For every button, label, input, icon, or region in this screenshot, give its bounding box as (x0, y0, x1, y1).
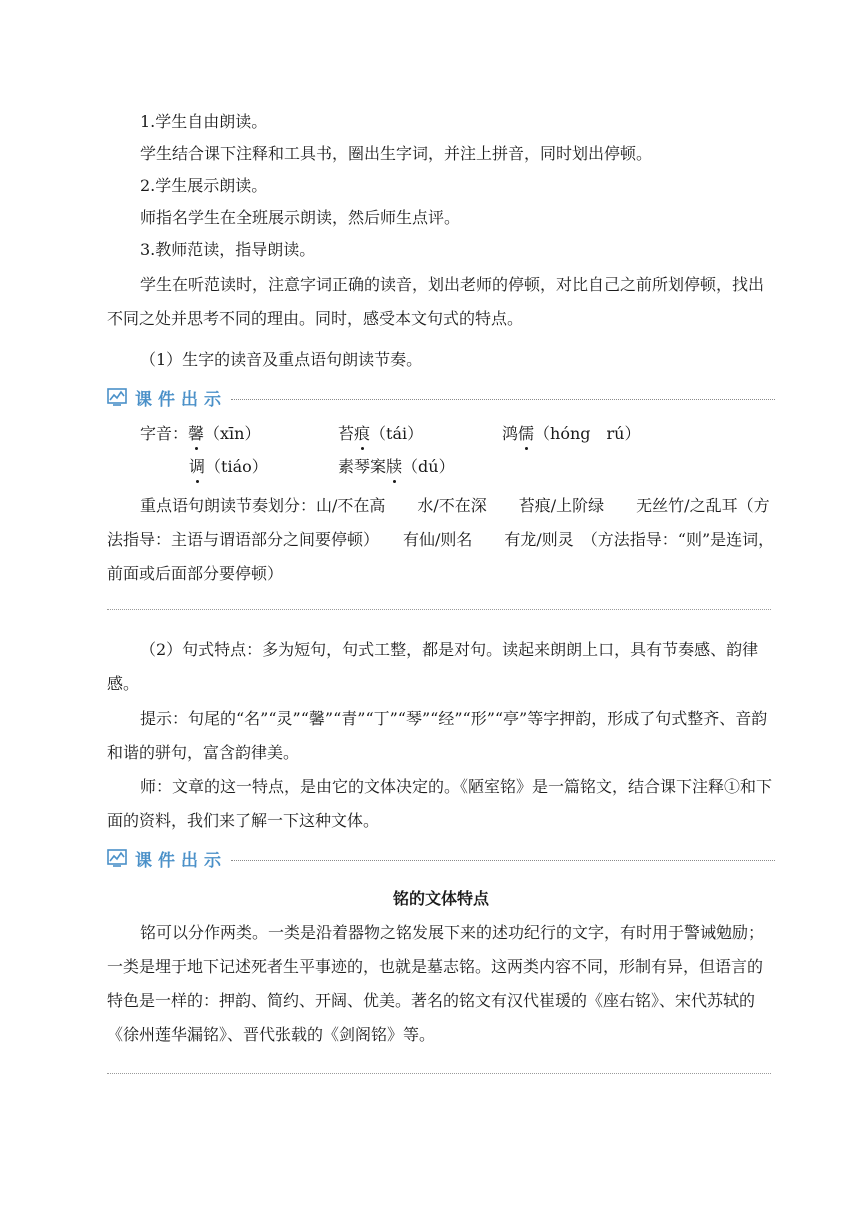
pinyin: （tái） (370, 424, 424, 443)
pronunciation-item-3 (502, 421, 640, 447)
pronunciation-item-1 (140, 421, 260, 447)
step-1-body: 学生结合课下注释和工具书，圈出生字词，并注上拼音，同时划出停顿。 (140, 144, 653, 163)
pronunciation-item-5 (338, 454, 455, 480)
chart-icon (107, 849, 127, 867)
pronunciation-item-2 (338, 421, 423, 447)
section-divider (107, 609, 771, 610)
dotted-char: 儒 (518, 421, 534, 447)
step-1-title: 1.学生自由朗读。 (140, 112, 268, 131)
sub-point-2: （2）句式特点：多为短句，句式工整，都是对句。读起来朗朗上口，具有节奏感、韵律感。 (107, 640, 759, 693)
banner-divider (231, 399, 775, 400)
step-3-title: 3.教师范读，指导朗读。 (140, 240, 316, 259)
pinyin: （xīn） (204, 424, 261, 443)
pinyin: （hóng rú） (534, 424, 641, 443)
sub-point-1: （1）生字的读音及重点语句朗读节奏。 (140, 350, 423, 369)
rhythm-guide: 重点语句朗读节奏划分：山/不在高 水/不在深 苔痕/上阶绿 无丝竹/之乱耳（方法指导：主语与谓语部分之间要停顿） 有仙/则名 有龙/则灵 （方法指导：“则”是连词，前面或后面部分要停顿） (107, 496, 775, 583)
courseware-banner (107, 384, 775, 410)
section-divider (107, 1073, 771, 1074)
step-2-body: 师指名学生在全班展示朗读，然后师生点评。 (140, 208, 461, 227)
courseware-banner (107, 845, 775, 871)
dotted-char: 痕 (354, 421, 370, 447)
pinyin: （dú） (402, 457, 455, 476)
char: 素琴案 (338, 457, 387, 476)
dotted-char: 调 (189, 454, 205, 480)
banner-divider (231, 860, 775, 861)
teacher-paragraph: 师：文章的这一特点，是由它的文体决定的。《陋室铭》是一篇铭文，结合课下注释①和下面的资料，我们来了解一下这种文体。 (107, 777, 773, 830)
char: 苔 (338, 424, 355, 443)
chart-icon (107, 388, 127, 406)
pronunciation-item-4 (189, 454, 268, 480)
step-3-body: 学生在听范读时，注意字词正确的读音，划出老师的停顿，对比自己之前所划停顿，找出不同之处并思考不同的理由。同时，感受本文句式的特点。 (107, 275, 765, 328)
banner-title: 课件出示 (135, 850, 227, 871)
char: 鸿 (502, 424, 519, 443)
ming-body: 铭可以分作两类。一类是沿着器物之铭发展下来的述功纪行的文字，有时用于警诫勉励；一类是埋于地下记述死者生平事迹的，也就是墓志铭。这两类内容不同，形制有异，但语言的特色是一样的：押韵、简约、开阔、优美。著名的铭文有汉代崔瑗的《座右铭》、宋代苏轼的《徐州莲华漏铭》、晋代张载的《剑阁铭》等。 (107, 923, 765, 1044)
step-2-title: 2.学生展示朗读。 (140, 176, 268, 195)
hint-paragraph: 提示：句尾的“名”“灵”“馨”“青”“丁”“琴”“经”“形”“亭”等字押韵，形成了句式整齐、音韵和谐的骈句，富含韵律美。 (107, 709, 768, 762)
pinyin: （tiáo） (205, 457, 268, 476)
section-title: 铭的文体特点 (392, 889, 489, 908)
dotted-char: 馨 (188, 421, 204, 447)
dotted-char: 牍 (386, 454, 402, 480)
pronunciation-label: 字音： (140, 424, 189, 443)
banner-title: 课件出示 (135, 389, 227, 410)
